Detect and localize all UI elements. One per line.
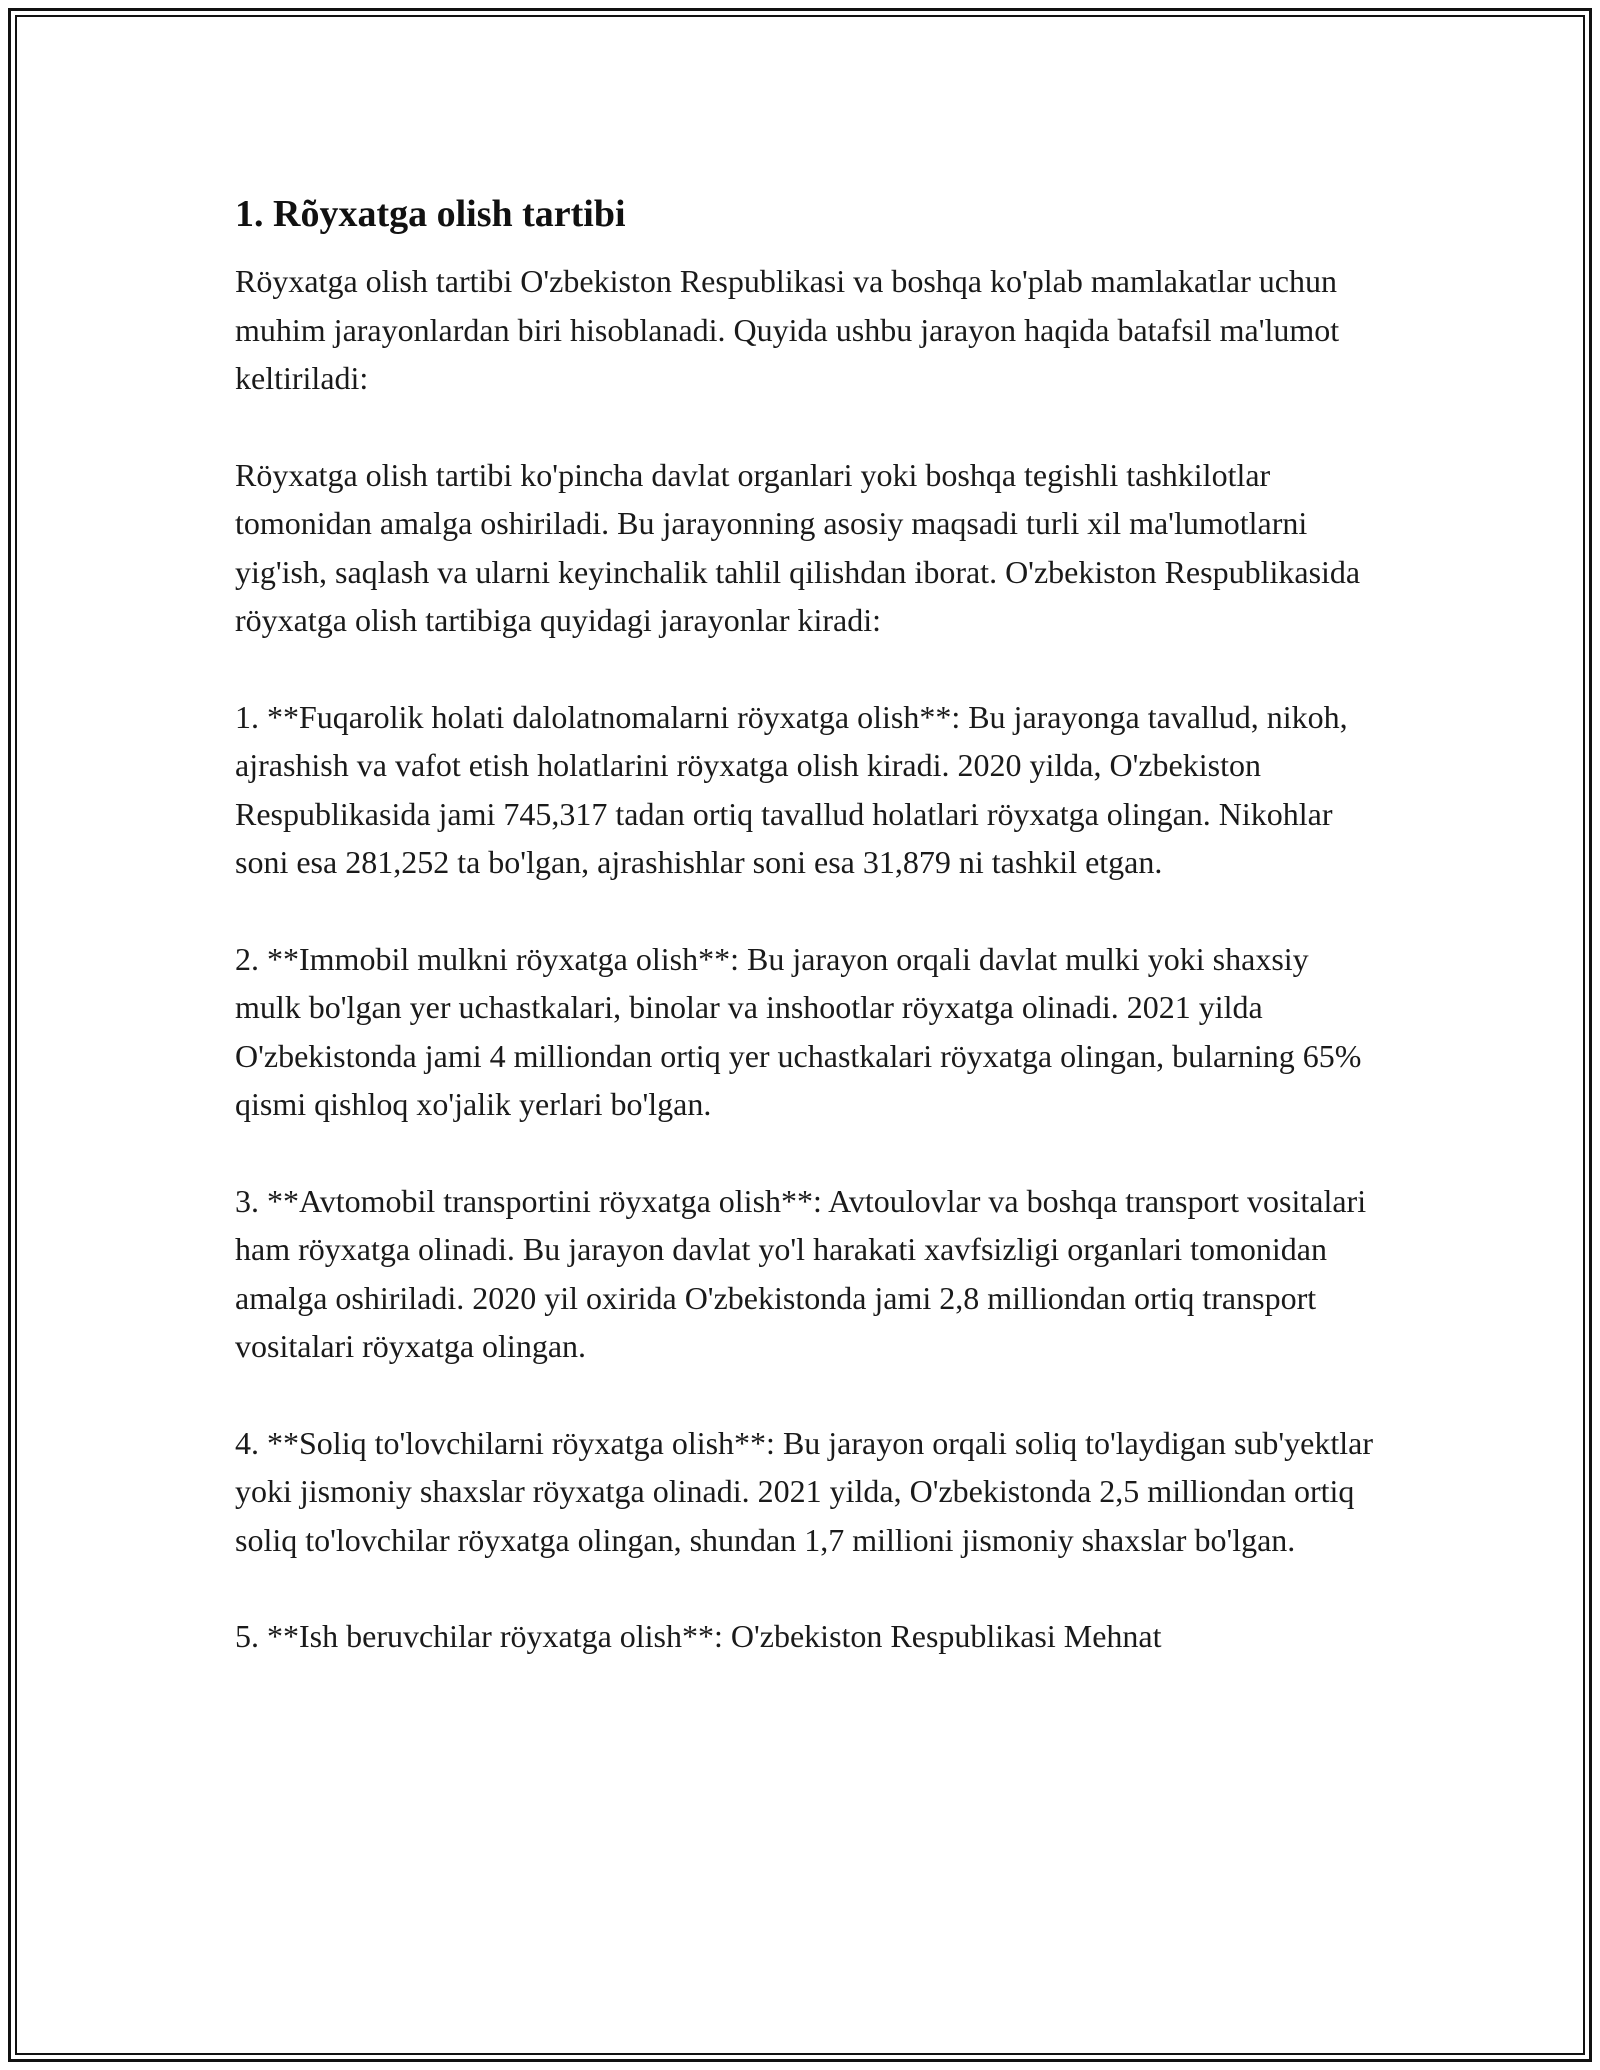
paragraph-overview: Röyxatga olish tartibi ko'pincha davlat organlari yoki boshqa tegishli tashkilotlar tomonidan amalga oshiriladi. Bu jarayonning asosiy maqsadi turli xil ma'lumotlarni yig'ish, saqlash va ularni keyinchalik tahlil qilishdan iborat. O'zbekiston Respublikasida röyxatga olish tartibiga quyidagi jarayonlar kiradi: — [235, 456, 1361, 638]
document-body — [235, 185, 1375, 1709]
paragraph-item-1: 1. **Fuqarolik holati dalolatnomalarni röyxatga olish**: Bu jarayonga tavallud, nikoh, ajrashish va vafot etish holatlarini röyxatga olish kiradi. 2020 yilda, O'zbekiston Respublikasida jami 745,317 tadan ortiq tavallud holatlari röyxatga olingan. Nikohlar soni esa 281,252 ta bo'lgan, ajrashishlar soni esa 31,879 ni tashkil etgan. — [235, 698, 1348, 880]
paragraph-item-4: 4. **Soliq to'lovchilarni röyxatga olish**: Bu jarayon orqali soliq to'laydigan sub'yektlar yoki jismoniy shaxslar röyxatga olinadi. 2021 yilda, O'zbekistonda 2,5 milliondan ortiq soliq to'lovchilar röyxatga olingan, shundan 1,7 millioni jismoniy shaxslar bo'lgan. — [235, 1424, 1374, 1558]
paragraph-item-3: 3. **Avtomobil transportini röyxatga olish**: Avtoulovlar va boshqa transport vositalari ham röyxatga olinadi. Bu jarayon davlat yo'l harakati xavfsizligi organlari tomonidan amalga oshiriladi. 2020 yil oxirida O'zbekistonda jami 2,8 milliondan ortiq transport vositalari röyxatga olingan. — [235, 1182, 1367, 1364]
document-title: 1. Rõyxatga olish tartibi — [235, 193, 626, 235]
paragraph-item-5: 5. **Ish beruvchilar röyxatga olish**: O'zbekiston Respublikasi Mehnat — [235, 1618, 1162, 1654]
paragraph-intro: Röyxatga olish tartibi O'zbekiston Respublikasi va boshqa ko'plab mamlakatlar uchun muhim jarayonlardan biri hisoblanadi. Quyida ushbu jarayon haqida batafsil ma'lumot keltiriladi: — [235, 263, 1340, 396]
paragraph-item-2: 2. **Immobil mulkni röyxatga olish**: Bu jarayon orqali davlat mulki yoki shaxsiy mulk bo'lgan yer uchastkalari, binolar va inshootlar röyxatga olinadi. 2021 yilda O'zbekistonda jami 4 milliondan ortiq yer uchastkalari röyxatga olingan, bularning 65% qismi qishloq xo'jalik yerlari bo'lgan. — [235, 940, 1362, 1122]
